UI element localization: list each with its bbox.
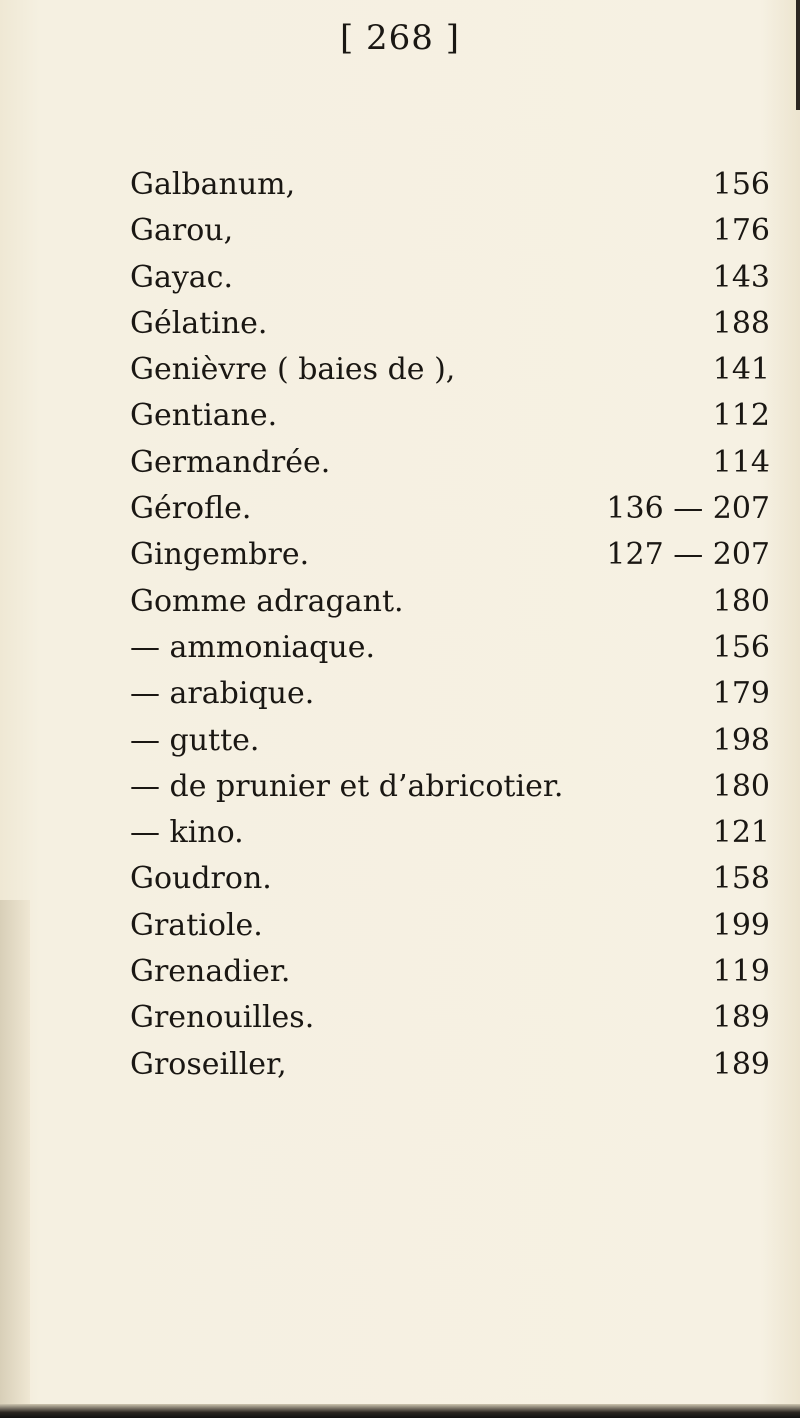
entry-pages: 189 — [712, 1046, 770, 1082]
index-entry — [130, 393, 770, 439]
entry-term: Galbanum, — [130, 167, 296, 202]
entry-term: Gingembre. — [130, 537, 310, 573]
entry-term: — arabique. — [130, 676, 315, 712]
index-entry — [130, 255, 770, 301]
entry-term: Goudron. — [130, 861, 272, 897]
index-entry — [130, 949, 770, 995]
entry-pages: 180 — [712, 768, 770, 804]
index-entry — [130, 671, 770, 717]
entry-pages: 189 — [712, 1000, 770, 1036]
index-entry — [130, 486, 770, 532]
entry-pages: 143 — [712, 259, 770, 295]
index-entry — [130, 856, 770, 902]
index-entry — [130, 810, 770, 856]
index-entry — [130, 208, 770, 254]
entry-pages: 119 — [712, 954, 770, 990]
index-entry — [130, 440, 770, 486]
entry-term: Gratiole. — [130, 907, 263, 943]
entry-pages: 114 — [712, 444, 770, 480]
entry-term: Grenouilles. — [130, 1000, 315, 1036]
entry-term: Garou, — [130, 213, 234, 249]
binding-edge — [0, 900, 30, 1418]
entry-pages: 156 — [712, 167, 770, 202]
index-entry — [130, 532, 770, 578]
entry-term: Gérofle. — [130, 491, 252, 527]
entry-pages: 127 — 207 — [606, 537, 770, 573]
entry-term: Gentiane. — [130, 398, 278, 434]
index-entry — [130, 162, 770, 208]
index-entry — [130, 995, 770, 1041]
entry-term: Genièvre ( baies de ), — [130, 352, 456, 388]
entry-term: Grenadier. — [130, 954, 291, 990]
entry-term: Gomme adragant. — [130, 583, 404, 619]
index-entry — [130, 301, 770, 347]
entry-pages: 136 — 207 — [606, 491, 770, 527]
entry-term: — gutte. — [130, 722, 260, 758]
page-bottom-edge — [0, 1404, 800, 1418]
entry-term: — de prunier et d’abricotier. — [130, 768, 564, 804]
entry-pages: 176 — [712, 213, 770, 249]
index-entry — [130, 1042, 770, 1088]
entry-pages: 156 — [712, 629, 770, 665]
entry-pages: 179 — [712, 676, 770, 712]
index-entry — [130, 764, 770, 810]
index-entry — [130, 903, 770, 949]
entry-term: Gélatine. — [130, 305, 268, 341]
entry-pages: 121 — [712, 815, 770, 851]
entry-term: Germandrée. — [130, 444, 331, 480]
entry-term: — ammoniaque. — [130, 629, 375, 665]
index-entry — [130, 347, 770, 393]
index-entry — [130, 625, 770, 671]
entry-pages: 180 — [712, 583, 770, 619]
entry-term: Groseiller, — [130, 1046, 287, 1082]
entry-pages: 188 — [712, 305, 770, 341]
index-entry — [130, 718, 770, 764]
entry-pages: 198 — [712, 722, 770, 758]
entry-term: — kino. — [130, 815, 244, 851]
entry-term: Gayac. — [130, 259, 234, 295]
entry-pages: 112 — [712, 398, 770, 434]
page-number: [ 268 ] — [339, 18, 461, 58]
index-entry — [130, 579, 770, 625]
entry-pages: 158 — [712, 861, 770, 897]
entry-pages: 141 — [712, 352, 770, 388]
entry-pages: 199 — [712, 907, 770, 943]
index-list — [130, 162, 770, 1088]
